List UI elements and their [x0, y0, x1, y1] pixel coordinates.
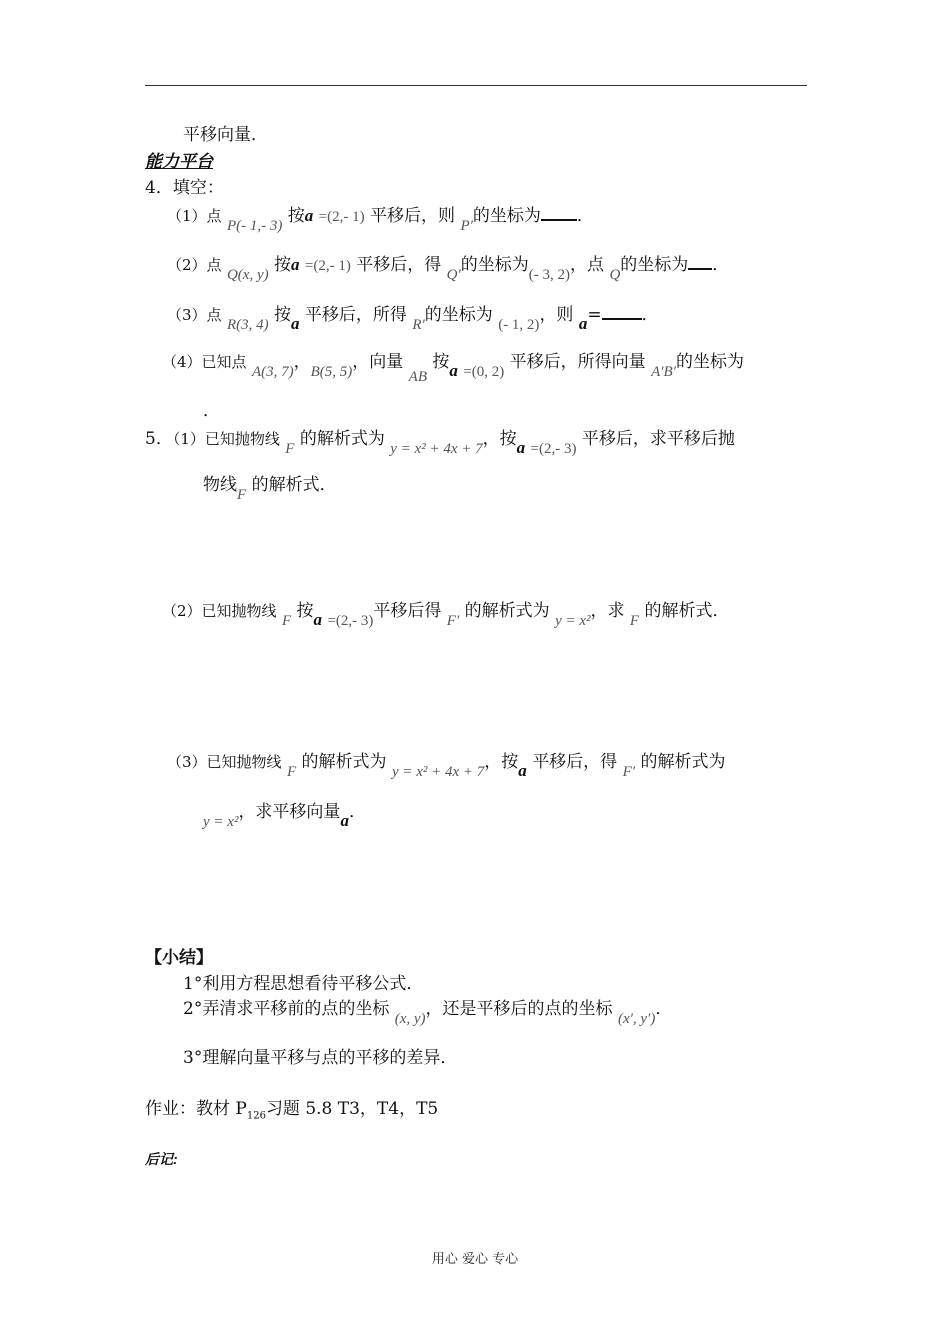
summary-title: 【小结】 [145, 948, 213, 968]
page-footer: 用心 爱心 专心 [431, 1252, 519, 1267]
summary-item-3: 3°理解向量平移与点的平移的差异． [183, 1048, 458, 1068]
section-title: 能力平台 [145, 152, 213, 171]
q4-p2: （2）点 Q(x, y) 按a =(2,- 1) 平移后，得 Q′的坐标为(- 3, 2)，点 Q的坐标为 ． [167, 252, 729, 277]
answer-blank [541, 203, 577, 221]
afterword-label: 后记: [145, 1151, 178, 1167]
q5-p2: （2）已知抛物线 F 按a =(2,- 3)平移后得 F′ 的解析式为 y = x²，求 F 的解析式． [162, 601, 730, 629]
summary-item-2: 2°弄清求平移前的点的坐标 (x, y)，还是平移后的点的坐标 (x′, y′)． [183, 999, 673, 1027]
q5-p1: 5．（1）已知抛物线 F 的解析式为 y = x² + 4x + 7，按a =(2,- 3) 平移后，求平移后抛 [145, 429, 735, 457]
q5-p3: （3）已知抛物线 F 的解析式为 y = x² + 4x + 7，按a 平移后，得 F′ 的解析式为 [167, 752, 726, 780]
answer-blank [688, 252, 712, 270]
q4-p4: （4）已知点 A(3, 7)，B(5, 5)，向量 AB 按a =(0, 2) 平移后，所得向量 A′B′的坐标为 [162, 352, 744, 385]
q4-p4-dot: ． [203, 401, 220, 421]
q4-label: 4．填空： [145, 178, 224, 198]
answer-blank [602, 302, 642, 320]
header-rule [145, 85, 807, 86]
homework: 作业：教材 $P_{126}$习题 5.8 T3，T4，T5 [145, 1099, 439, 1122]
q5-p3-line2: y = x²，求平移向量a． [203, 802, 366, 830]
summary-item-1: 1°利用方程思想看待平移公式． [183, 974, 424, 994]
intro-line: 平移向量． [183, 125, 268, 145]
q4-p1: （1）点 P(- 1,- 3) 按a =(2,- 1) 平移后，则 P′的坐标为 ． [167, 203, 594, 228]
q4-p3: （3）点 R(3, 4) 按a 平移后，所得 R′的坐标为 (- 1, 2)，则 a= ． [167, 302, 659, 327]
q5-p1-line2: 物线F 的解析式． [203, 475, 337, 503]
